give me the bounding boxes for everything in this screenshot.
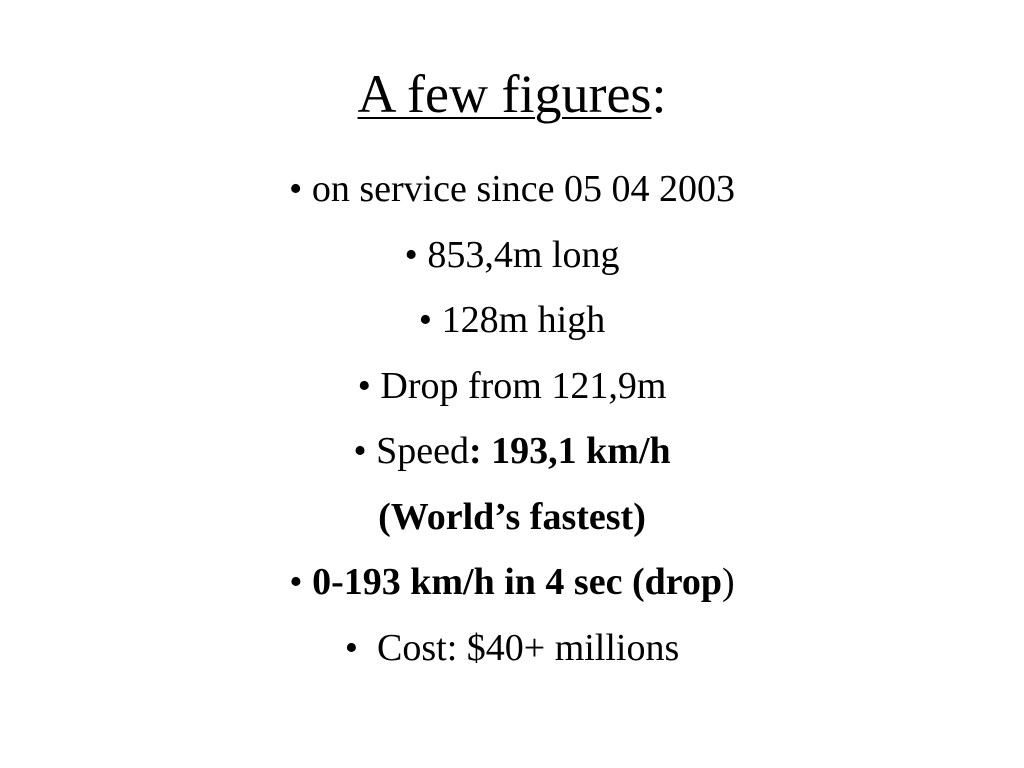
bullet-length: [0, 230, 1024, 296]
bullet-glyph: •: [404, 233, 418, 276]
bullet-suffix: ): [722, 561, 735, 603]
bullet-glyph: •: [289, 561, 303, 603]
bullet-text: Cost: $40+ millions: [377, 626, 680, 669]
bullet-prefix: Speed: [376, 430, 470, 472]
bullet-glyph: •: [353, 430, 367, 472]
slide-title: [0, 62, 1024, 126]
bullet-text: 853,4m long: [427, 233, 620, 276]
title-suffix: :: [651, 64, 667, 124]
bullet-text: Drop from 121,9m: [380, 364, 667, 407]
bullet-text: on service since 05 04 2003: [311, 168, 735, 210]
bullet-glyph: •: [357, 364, 371, 407]
bullet-bold-text: : 193,1 km/h: [469, 430, 671, 472]
bullet-bold-text: 0-193 km/h in 4 sec (drop: [312, 561, 723, 603]
bullet-glyph: •: [344, 626, 359, 669]
bullet-drop: [0, 361, 1024, 427]
bullet-glyph: •: [289, 168, 303, 210]
bullet-glyph: •: [418, 299, 433, 341]
bullet-cost: [0, 623, 1024, 689]
title-underlined-text: A few figures: [357, 64, 652, 124]
bullet-list: [0, 164, 1024, 688]
bullet-acceleration: [0, 557, 1024, 623]
bullet-speed: [0, 426, 1024, 492]
bullet-speed-note: [0, 492, 1024, 558]
bullet-text: 128m high: [441, 299, 606, 341]
bullet-service-since: [0, 164, 1024, 230]
bullet-bold-text: (World’s fastest): [378, 495, 646, 538]
bullet-height: [0, 295, 1024, 361]
